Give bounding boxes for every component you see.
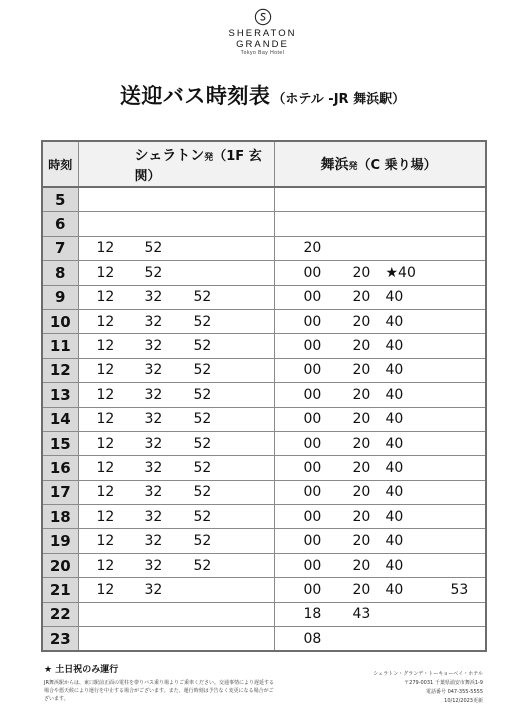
departure-minute: 20	[352, 459, 371, 476]
departure-minute: 40	[385, 411, 404, 428]
hour-cell: 17	[42, 480, 78, 504]
disclaimer-line: 場合や悪天候により運行を中止する場合がございます。また、運行時刻は予告なく変更になる場合がご	[44, 688, 274, 694]
departure-minute: 20	[352, 533, 371, 550]
hour-cell: 22	[42, 602, 78, 626]
maihama-times-cell	[274, 212, 486, 236]
departure-minute: 00	[303, 386, 322, 403]
table-row	[42, 553, 486, 577]
departure-minute: 32	[144, 459, 163, 476]
departure-minute: 32	[144, 386, 163, 403]
departure-minute: 32	[144, 289, 163, 306]
departure-minute: 20	[352, 386, 371, 403]
departure-minute: 12	[96, 362, 115, 379]
sheraton-times-cell	[78, 212, 274, 236]
table-row	[42, 285, 486, 309]
departure-minute: 12	[96, 557, 115, 574]
header-maihama-departure	[274, 141, 486, 187]
sheraton-times-cell	[78, 602, 274, 626]
hour-cell: 9	[42, 285, 78, 309]
departure-minute: 52	[193, 313, 212, 330]
departure-minute: 52	[144, 264, 163, 281]
table-row	[42, 236, 486, 260]
table-row	[42, 456, 486, 480]
departure-minute: 40	[385, 581, 404, 598]
maihama-times-cell	[274, 187, 486, 212]
maihama-times-cell	[274, 480, 486, 504]
title-sub: （ホテル -JR 舞浜駅）	[272, 92, 406, 107]
departure-minute: 12	[96, 508, 115, 525]
sheraton-times-cell	[78, 407, 274, 431]
departure-minute: 00	[303, 557, 322, 574]
hour-cell: 16	[42, 456, 78, 480]
table-row	[42, 505, 486, 529]
maihama-times-cell	[274, 285, 486, 309]
maihama-times-cell	[274, 407, 486, 431]
sheraton-times-cell	[78, 529, 274, 553]
departure-minute: ★40	[385, 264, 416, 281]
table-header-row	[42, 141, 486, 187]
sheraton-logo-icon	[254, 8, 272, 26]
departure-minute: 32	[144, 533, 163, 550]
hour-cell: 21	[42, 578, 78, 602]
departure-minute: 20	[352, 508, 371, 525]
departure-minute: 32	[144, 362, 163, 379]
maihama-times-cell	[274, 529, 486, 553]
departure-minute: 52	[193, 533, 212, 550]
departure-minute: 00	[303, 313, 322, 330]
sheraton-times-cell	[78, 285, 274, 309]
departure-minute: 08	[303, 630, 322, 647]
sheraton-times-cell	[78, 261, 274, 285]
header-sheraton-label: シェラトン	[134, 147, 205, 164]
hour-cell: 23	[42, 627, 78, 652]
header-maihama-label: 舞浜	[320, 157, 349, 173]
logo-text-grande: GRANDE	[236, 39, 289, 50]
departure-minute: 12	[96, 484, 115, 501]
departure-minute: 32	[144, 338, 163, 355]
departure-minute: 32	[144, 435, 163, 452]
departure-minute: 40	[385, 533, 404, 550]
hour-cell: 6	[42, 212, 78, 236]
hour-cell: 11	[42, 334, 78, 358]
page-title	[0, 80, 525, 110]
departure-minute: 52	[193, 508, 212, 525]
departure-minute: 40	[385, 484, 404, 501]
maihama-times-cell	[274, 553, 486, 577]
departure-minute: 32	[144, 313, 163, 330]
table-row	[42, 187, 486, 212]
logo-text-tokyo-bay: Tokyo Bay Hotel	[240, 50, 285, 56]
departure-minute: 40	[385, 459, 404, 476]
hour-cell: 10	[42, 309, 78, 333]
departure-minute: 20	[352, 264, 371, 281]
departure-minute: 00	[303, 459, 322, 476]
hotel-logo	[0, 8, 525, 57]
maihama-times-cell	[274, 431, 486, 455]
hour-cell: 5	[42, 187, 78, 212]
updated-date: 10/12/2023更新	[444, 698, 483, 704]
table-row	[42, 261, 486, 285]
sheraton-times-cell	[78, 431, 274, 455]
departure-minute: 40	[385, 386, 404, 403]
hotel-phone: 電話番号 047-355-5555	[425, 689, 483, 695]
departure-minute: 00	[303, 581, 322, 598]
departure-minute: 00	[303, 533, 322, 550]
departure-minute: 20	[352, 411, 371, 428]
departure-minute: 20	[352, 313, 371, 330]
departure-minute: 00	[303, 264, 322, 281]
departure-minute: 52	[193, 459, 212, 476]
header-sheraton-note: （1F 玄関）	[134, 148, 262, 184]
departure-minute: 52	[193, 289, 212, 306]
departure-minute: 52	[193, 338, 212, 355]
table-row	[42, 431, 486, 455]
weekend-holiday-note: ★ 土日祝のみ運行	[44, 665, 119, 675]
sheraton-times-cell	[78, 383, 274, 407]
departure-minute: 20	[352, 435, 371, 452]
departure-minute: 12	[96, 581, 115, 598]
departure-minute: 32	[144, 411, 163, 428]
maihama-times-cell	[274, 261, 486, 285]
hour-cell: 19	[42, 529, 78, 553]
departure-minute: 40	[385, 508, 404, 525]
table-row	[42, 309, 486, 333]
sheraton-times-cell	[78, 309, 274, 333]
sheraton-times-cell	[78, 480, 274, 504]
header-sheraton-suffix: 発	[204, 152, 214, 163]
sheraton-times-cell	[78, 187, 274, 212]
sheraton-times-cell	[78, 505, 274, 529]
departure-minute: 00	[303, 484, 322, 501]
hour-cell: 13	[42, 383, 78, 407]
header-maihama-suffix: 発	[348, 162, 358, 172]
hour-cell: 7	[42, 236, 78, 260]
table-row	[42, 334, 486, 358]
departure-minute: 00	[303, 338, 322, 355]
header-maihama-note: （C 乗り場）	[357, 158, 437, 173]
hour-cell: 15	[42, 431, 78, 455]
departure-minute: 12	[96, 459, 115, 476]
departure-minute: 00	[303, 289, 322, 306]
hour-cell: 14	[42, 407, 78, 431]
maihama-times-cell	[274, 505, 486, 529]
departure-minute: 52	[193, 362, 212, 379]
departure-minute: 12	[96, 533, 115, 550]
departure-minute: 00	[303, 435, 322, 452]
table-row	[42, 602, 486, 626]
sheraton-times-cell	[78, 627, 274, 652]
hotel-name: シェラトン・グランデ・トーキョーベイ・ホテル	[373, 671, 483, 677]
departure-minute: 52	[144, 240, 163, 257]
sheraton-times-cell	[78, 334, 274, 358]
maihama-times-cell	[274, 456, 486, 480]
maihama-times-cell	[274, 578, 486, 602]
sheraton-times-cell	[78, 553, 274, 577]
maihama-times-cell	[274, 627, 486, 652]
departure-minute: 20	[303, 240, 322, 257]
departure-minute: 40	[385, 313, 404, 330]
departure-minute: 52	[193, 484, 212, 501]
hotel-contact	[330, 670, 483, 706]
departure-minute: 20	[352, 484, 371, 501]
departure-minute: 00	[303, 411, 322, 428]
table-row	[42, 383, 486, 407]
departure-minute: 12	[96, 338, 115, 355]
table-row	[42, 627, 486, 652]
maihama-times-cell	[274, 358, 486, 382]
departure-minute: 52	[193, 386, 212, 403]
sheraton-times-cell	[78, 358, 274, 382]
table-row	[42, 529, 486, 553]
logo-text-sheraton: SHERATON	[228, 28, 297, 39]
departure-minute: 40	[385, 557, 404, 574]
maihama-times-cell	[274, 602, 486, 626]
header-hour: 時刻	[42, 141, 78, 187]
departure-minute: 40	[385, 435, 404, 452]
departure-minute: 32	[144, 581, 163, 598]
departure-minute: 12	[96, 240, 115, 257]
hour-cell: 12	[42, 358, 78, 382]
departure-minute: 18	[303, 606, 322, 623]
departure-minute: 40	[385, 362, 404, 379]
disclaimer-line: ざいます。	[44, 696, 69, 702]
departure-minute: 12	[96, 386, 115, 403]
departure-minute: 43	[352, 606, 371, 623]
hour-cell: 20	[42, 553, 78, 577]
departure-minute: 12	[96, 264, 115, 281]
sheraton-times-cell	[78, 456, 274, 480]
departure-minute: 20	[352, 581, 371, 598]
departure-minute: 20	[352, 289, 371, 306]
departure-minute: 52	[193, 411, 212, 428]
hour-cell: 18	[42, 505, 78, 529]
departure-minute: 32	[144, 557, 163, 574]
maihama-times-cell	[274, 309, 486, 333]
departure-minute: 32	[144, 508, 163, 525]
title-main: 送迎バス時刻表	[119, 84, 271, 108]
hour-cell: 8	[42, 261, 78, 285]
hotel-address: 〒279-0031 千葉県浦安市舞浜1-9	[404, 680, 483, 686]
footer-notes	[44, 662, 344, 703]
table-row	[42, 578, 486, 602]
departure-minute: 00	[303, 362, 322, 379]
maihama-times-cell	[274, 383, 486, 407]
departure-minute: 20	[352, 362, 371, 379]
table-row	[42, 407, 486, 431]
maihama-times-cell	[274, 236, 486, 260]
departure-minute: 20	[352, 557, 371, 574]
disclaimer-line: JR舞浜駅からは、東口駅前正面の電柱を帯りバス乗り場よりご乗車ください。交通事情により遅延する	[44, 680, 274, 686]
maihama-times-cell	[274, 334, 486, 358]
departure-minute: 40	[385, 289, 404, 306]
departure-minute: 00	[303, 508, 322, 525]
header-sheraton-departure	[78, 141, 274, 187]
table-row	[42, 358, 486, 382]
sheraton-times-cell	[78, 578, 274, 602]
departure-minute: 40	[385, 338, 404, 355]
departure-minute: 32	[144, 484, 163, 501]
departure-minute: 12	[96, 411, 115, 428]
departure-minute: 52	[193, 435, 212, 452]
departure-minute: 53	[450, 581, 469, 598]
bus-timetable	[41, 140, 487, 652]
departure-minute: 12	[96, 289, 115, 306]
departure-minute: 12	[96, 435, 115, 452]
table-row	[42, 212, 486, 236]
departure-minute: 52	[193, 557, 212, 574]
table-row	[42, 480, 486, 504]
sheraton-times-cell	[78, 236, 274, 260]
disclaimer	[44, 679, 344, 703]
departure-minute: 20	[352, 338, 371, 355]
departure-minute: 12	[96, 313, 115, 330]
